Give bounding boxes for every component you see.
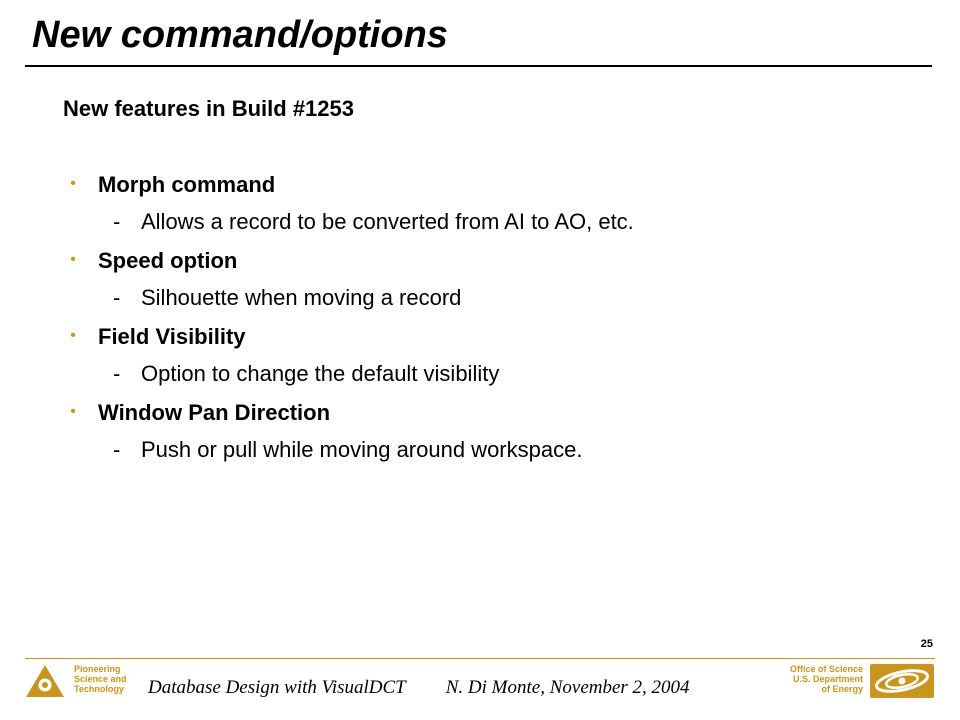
feature-detail bbox=[113, 207, 634, 237]
page-number: 25 bbox=[920, 638, 933, 650]
footer-caption bbox=[148, 677, 690, 699]
bullet-icon: • bbox=[70, 251, 76, 268]
dash-marker: - bbox=[113, 437, 121, 462]
argonne-logo-line: Science and bbox=[74, 674, 127, 684]
feature-detail bbox=[113, 435, 582, 465]
argonne-logo-text bbox=[74, 664, 127, 694]
feature-heading: Field Visibility bbox=[98, 324, 246, 349]
argonne-logo-line: Technology bbox=[74, 684, 124, 694]
argonne-logo-line: Pioneering bbox=[74, 664, 121, 674]
doe-science-orbit-logo-icon bbox=[870, 664, 934, 698]
dash-marker: - bbox=[113, 285, 121, 310]
feature-heading: Speed option bbox=[98, 248, 238, 273]
feature-item bbox=[63, 170, 923, 246]
feature-detail bbox=[113, 359, 499, 389]
doe-logo-line: of Energy bbox=[821, 684, 863, 694]
dash-marker: - bbox=[113, 361, 121, 386]
feature-item bbox=[63, 322, 923, 398]
bullet-icon: • bbox=[70, 175, 76, 192]
argonne-triangle-logo-icon bbox=[25, 664, 65, 698]
feature-detail bbox=[113, 283, 461, 313]
slide-subtitle: New features in Build #1253 bbox=[63, 96, 354, 121]
bullet-icon: • bbox=[70, 403, 76, 420]
feature-item bbox=[63, 246, 923, 322]
presentation-title: Database Design with VisualDCT bbox=[148, 677, 406, 698]
feature-heading: Morph command bbox=[98, 172, 276, 197]
slide-title: New command/options bbox=[32, 14, 448, 56]
dash-marker: - bbox=[113, 209, 121, 234]
author-date: N. Di Monte, November 2, 2004 bbox=[445, 677, 690, 698]
bullet-icon: • bbox=[70, 327, 76, 344]
title-divider bbox=[25, 65, 932, 67]
footer-divider bbox=[25, 658, 935, 659]
doe-logo-line: U.S. Department bbox=[792, 674, 863, 684]
feature-item bbox=[63, 398, 923, 474]
feature-list bbox=[63, 170, 923, 474]
feature-detail-text: Option to change the default visibility bbox=[141, 361, 500, 386]
feature-detail-text: Allows a record to be converted from AI to AO, etc. bbox=[141, 209, 634, 234]
feature-heading: Window Pan Direction bbox=[98, 400, 331, 425]
feature-detail-text: Push or pull while moving around workspace. bbox=[141, 437, 583, 462]
doe-logo-line: Office of Science bbox=[789, 664, 863, 674]
feature-detail-text: Silhouette when moving a record bbox=[141, 285, 462, 310]
doe-logo-text bbox=[790, 664, 863, 694]
